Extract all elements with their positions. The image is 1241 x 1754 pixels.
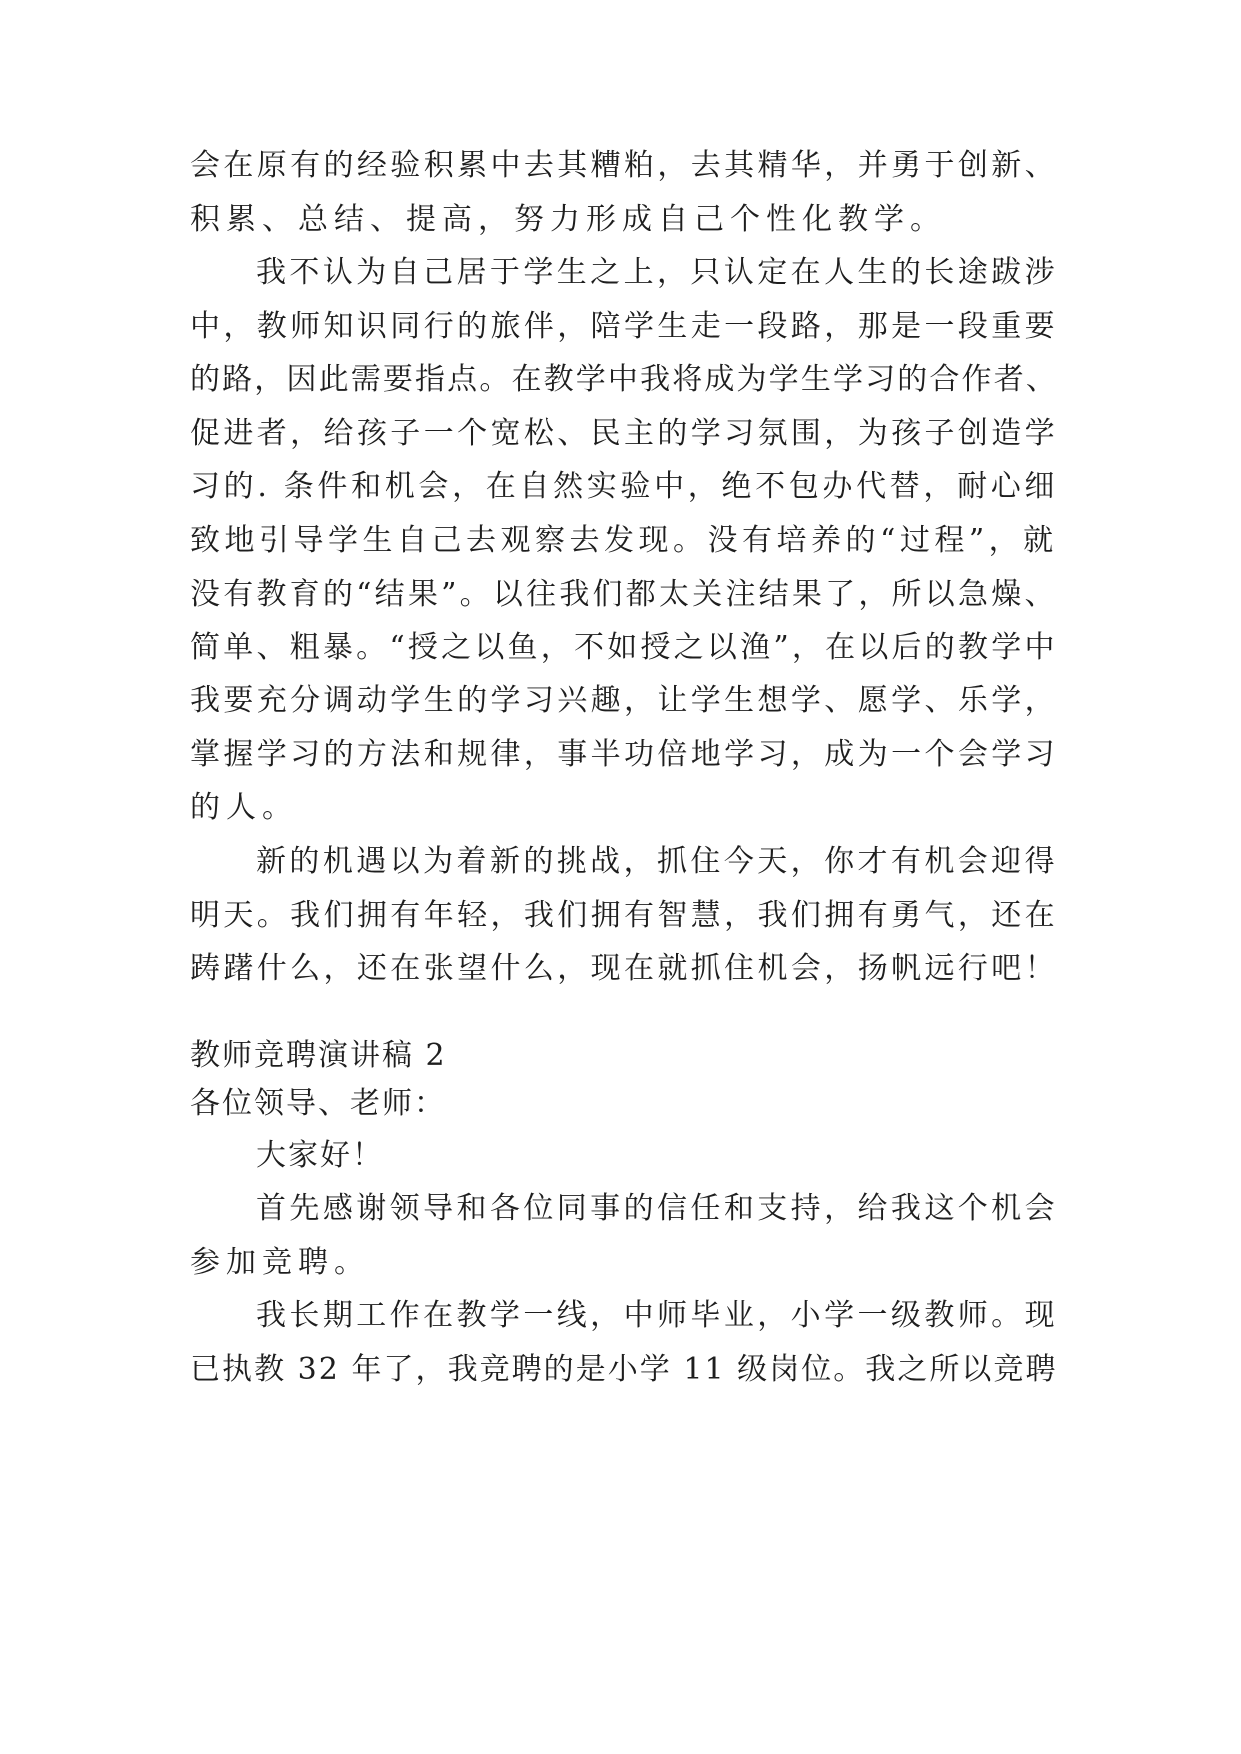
paragraph-4-line-1: 首先感谢领导和各位同事的信任和支持，给我这个机会: [256, 1191, 1058, 1226]
paragraph-4-line-2: 参加竞聘。: [190, 1245, 370, 1280]
paragraph-3-line-3: 踌躇什么，还在张望什么，现在就抓住机会，扬帆远行吧！: [190, 951, 1058, 986]
paragraph-2-line-10: 掌握学习的方法和规律，事半功倍地学习，成为一个会学习: [190, 737, 1058, 772]
salutation: 各位领导、老师：: [190, 1086, 446, 1121]
paragraph-2-line-1: 我不认为自己居于学生之上，只认定在人生的长途跋涉: [256, 255, 1058, 290]
paragraph-5-line-1: 我长期工作在教学一线，中师毕业，小学一级教师。现: [256, 1298, 1058, 1333]
paragraph-2-line-3: 的路，因此需要指点。在教学中我将成为学生学习的合作者、: [190, 362, 1058, 397]
paragraph-2-line-8: 简单、粗暴。“授之以鱼，不如授之以渔”，在以后的教学中: [190, 630, 1058, 665]
paragraph-2-line-4: 促进者，给孩子一个宽松、民主的学习氛围，为孩子创造学: [190, 416, 1058, 451]
paragraph-2-line-11: 的人。: [190, 790, 298, 825]
paragraph-3-line-1: 新的机遇以为着新的挑战，抓住今天，你才有机会迎得: [256, 844, 1058, 879]
paragraph-3-line-2: 明天。我们拥有年轻，我们拥有智慧，我们拥有勇气，还在: [190, 898, 1058, 933]
paragraph-2-line-5: 习的. 条件和机会，在自然实验中，绝不包办代替，耐心细: [190, 469, 1059, 504]
paragraph-1-line-1: 会在原有的经验积累中去其糟粕，去其精华，并勇于创新、: [190, 148, 1058, 183]
paragraph-2-line-6: 致地引导学生自己去观察去发现。没有培养的“过程”，就: [190, 523, 1058, 558]
section-title: 教师竞聘演讲稿 2: [190, 1038, 447, 1073]
paragraph-1-line-2: 积累、总结、提高，努力形成自己个性化教学。: [190, 202, 946, 237]
paragraph-5-line-2: 已执教 32 年了，我竞聘的是小学 11 级岗位。我之所以竞聘: [190, 1352, 1058, 1387]
paragraph-2-line-2: 中，教师知识同行的旅伴，陪学生走一段路，那是一段重要: [190, 309, 1058, 344]
paragraph-2-line-9: 我要充分调动学生的学习兴趣，让学生想学、愿学、乐学，: [190, 683, 1058, 718]
paragraph-2-line-7: 没有教育的“结果”。以往我们都太关注结果了，所以急燥、: [190, 577, 1058, 612]
greeting: 大家好！: [256, 1138, 384, 1173]
